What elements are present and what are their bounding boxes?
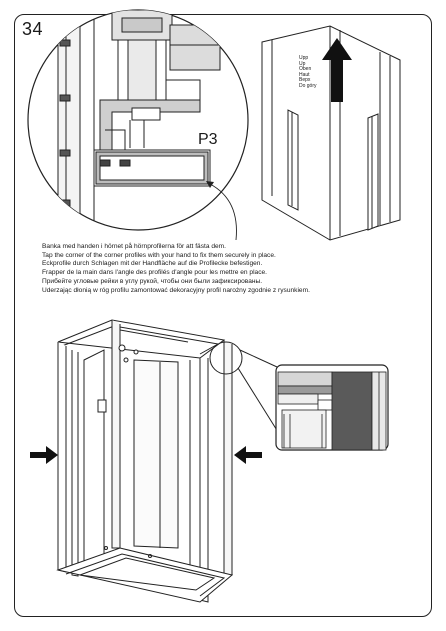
instruction-line: Uderzając dłonią w róg profilu zamontować dekoracyjny profil narożny zgodnie z rysunkiem.: [42, 286, 310, 294]
instruction-line: Eckprofile durch Schlagen mit der Handfläche auf die Profilecke befestigen.: [42, 260, 263, 268]
up-label: Do góry: [299, 82, 317, 89]
instruction-line: Frapper de la main dans l'angle des profilés d'angle pour les mettre en place.: [42, 269, 268, 277]
up-label: Haut: [299, 71, 310, 78]
instruction-line: Banka med handen i hörnet på hörnprofilerna för att fästa dem.: [42, 243, 227, 250]
up-label: Oben: [299, 66, 312, 73]
up-label: Верх: [299, 77, 311, 84]
up-label: Up: [299, 60, 306, 67]
step-number: 34: [22, 19, 44, 39]
up-label: Upp: [299, 55, 309, 61]
instruction-line: Прибейте угловые рейки в углу рукой, чтобы они были зафиксированы.: [42, 277, 263, 285]
profile-label: P3: [198, 131, 218, 148]
instruction-line: Tap the corner of the corner profiles with your hand to fix them securely in place.: [42, 251, 276, 259]
